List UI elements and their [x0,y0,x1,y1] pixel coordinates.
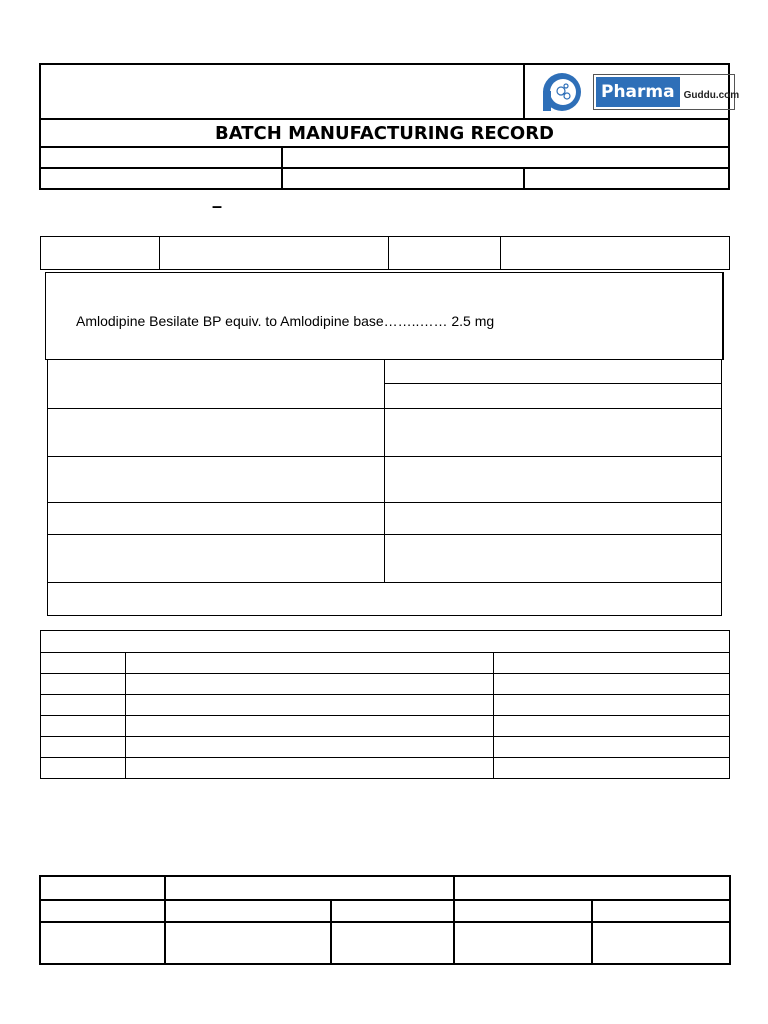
record-list-table [40,630,730,779]
approval-cell [454,876,730,900]
header-blank-cell [40,64,524,119]
detail-value-cell [385,360,722,384]
table-row [41,716,730,737]
composition-amount: 2.5 mg [451,313,495,329]
bmr-header-table [39,63,740,190]
separator-dash: – [212,196,223,216]
detail-label-cell [48,535,385,583]
logo-brand-primary: Pharma [596,77,680,107]
batch-details-table [47,359,722,616]
list-cell [494,674,730,695]
composition-line [76,313,494,329]
product-info-cell [160,237,389,270]
list-cell [494,716,730,737]
list-cell [494,695,730,716]
list-cell [494,737,730,758]
list-cell [41,716,126,737]
header-field-cell [282,168,524,189]
logo-cell [524,64,740,119]
list-cell [126,737,494,758]
approval-cell [40,900,165,922]
list-cell [126,695,494,716]
list-cell [126,758,494,779]
composition-ingredient: Amlodipine Besilate BP equiv. to Amlodipine base [76,313,384,329]
detail-value-cell [385,503,722,535]
header-field-cell [40,147,282,168]
pharmaguddu-logo-icon [541,71,583,113]
detail-value-cell [385,409,722,457]
approval-cell [165,900,331,922]
table-row [41,737,730,758]
company-logo [525,65,740,118]
approval-cell [40,922,165,964]
logo-wordmark [593,74,740,110]
list-cell [41,653,126,674]
list-cell [41,674,126,695]
product-info-table [40,236,730,270]
approval-cell [165,922,331,964]
header-field-cell [524,168,729,189]
list-cell [41,695,126,716]
product-info-cell [41,237,160,270]
detail-label-cell [48,360,385,409]
table-row [41,653,730,674]
table-row [41,758,730,779]
approval-cell [454,900,592,922]
document-title: BATCH MANUFACTURING RECORD [40,119,729,147]
detail-value-cell [385,535,722,583]
detail-label-cell [48,409,385,457]
list-cell [41,737,126,758]
list-cell [494,653,730,674]
logo-brand-secondary: Guddu.com [683,90,740,101]
approval-cell [165,876,454,900]
approval-cell [592,922,730,964]
detail-label-cell [48,503,385,535]
list-cell [126,674,494,695]
list-cell [41,758,126,779]
approval-cell [454,922,592,964]
product-info-cell [501,237,730,270]
composition-box [45,272,724,360]
approval-cell [592,900,730,922]
detail-label-cell [48,457,385,503]
approval-cell [40,876,165,900]
list-cell [126,716,494,737]
composition-leader: ……..…… [383,313,448,329]
approval-cell [331,922,454,964]
approval-cell [331,900,454,922]
list-header-cell [41,631,730,653]
detail-value-cell [385,384,722,409]
header-field-cell [40,168,282,189]
list-cell [126,653,494,674]
list-cell [494,758,730,779]
approval-table [39,875,731,965]
table-row [41,695,730,716]
product-info-cell [389,237,501,270]
header-field-cell [282,147,729,168]
table-row [41,674,730,695]
detail-footer-cell [48,583,722,616]
detail-value-cell [385,457,722,503]
